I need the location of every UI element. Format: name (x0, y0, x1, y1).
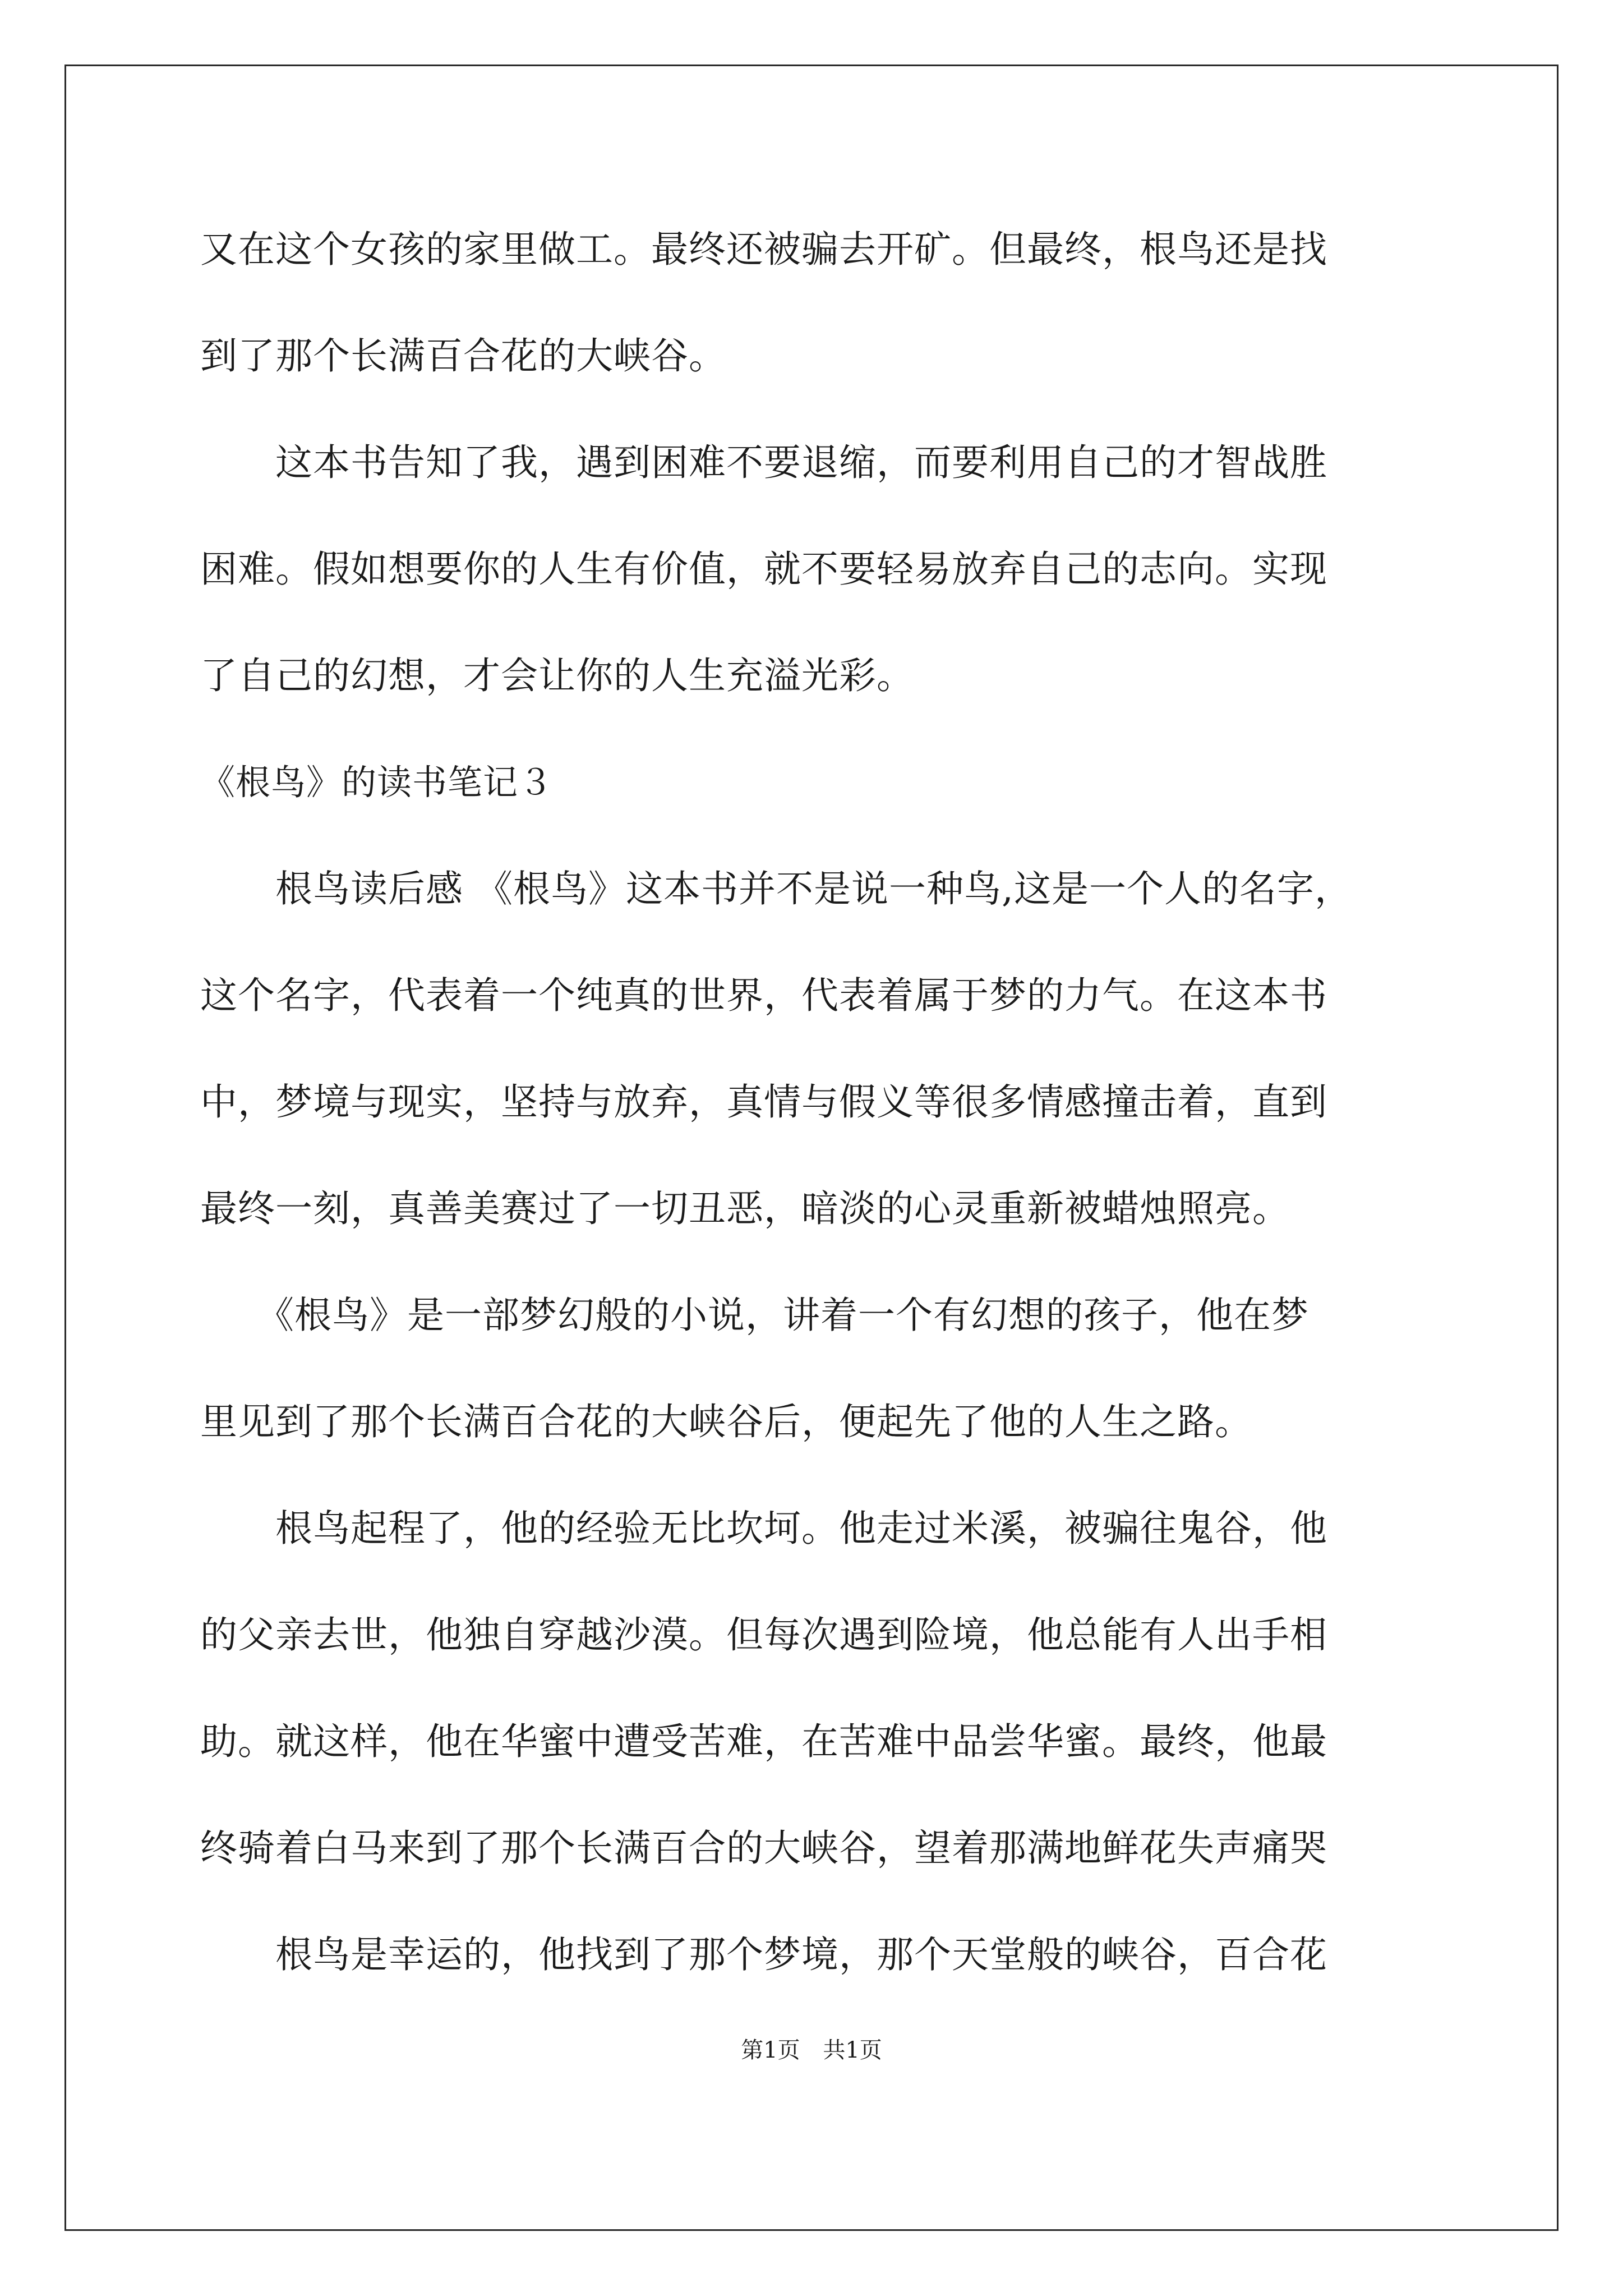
page-border (64, 65, 1559, 2231)
page-total: 共1页 (823, 2037, 882, 2063)
section-heading: 《根鸟》的读书笔记３ (200, 762, 554, 803)
page-footer (0, 2036, 1623, 2064)
text-line: 中，梦境与现实，坚持与放弃，真情与假义等很多情感撞击着，直到 (200, 1080, 1327, 1124)
text-line: 的父亲去世，他独自穿越沙漠。但每次遇到险境，他总能有人出手相 (200, 1613, 1327, 1657)
text-line: 根鸟是幸运的，他找到了那个梦境，那个天堂般的峡谷，百合花 (200, 1933, 1327, 1976)
text-line: 这本书告知了我，遇到困难不要退缩，而要利用自己的才智战胜 (200, 441, 1327, 484)
text-line: 根鸟起程了，他的经验无比坎坷。他走过米溪，被骗往鬼谷，他 (200, 1507, 1327, 1550)
text-line: 又在这个女孩的家里做工。最终还被骗去开矿。但最终，根鸟还是找 (200, 228, 1327, 271)
text-line: 终骑着白马来到了那个长满百合的大峡谷，望着那满地鲜花失声痛哭 (200, 1826, 1327, 1870)
page-number: 第1页 (741, 2037, 800, 2063)
text-line: 困难。假如想要你的人生有价值，就不要轻易放弃自己的志向。实现 (200, 547, 1327, 591)
text-line: 助。就这样，他在华蜜中遭受苦难，在苦难中品尝华蜜。最终，他最 (200, 1720, 1327, 1763)
text-line: 这个名字，代表着一个纯真的世界，代表着属于梦的力气。在这本书 (200, 974, 1327, 1017)
text-line: 《根鸟》是一部梦幻般的小说，讲着一个有幻想的孩子，他在梦 (200, 1294, 1309, 1337)
text-line: 到了那个长满百合花的大峡谷。 (200, 334, 726, 378)
text-line: 里见到了那个长满百合花的大峡谷后，便起先了他的人生之路。 (200, 1400, 1252, 1443)
text-line: 根鸟读后感 《根鸟》这本书并不是说一种鸟,这是一个人的名字， (200, 867, 1352, 910)
text-line: 最终一刻，真善美赛过了一切丑恶，暗淡的心灵重新被蜡烛照亮。 (200, 1187, 1290, 1230)
text-line: 了自己的幻想，才会让你的人生充溢光彩。 (200, 654, 914, 697)
